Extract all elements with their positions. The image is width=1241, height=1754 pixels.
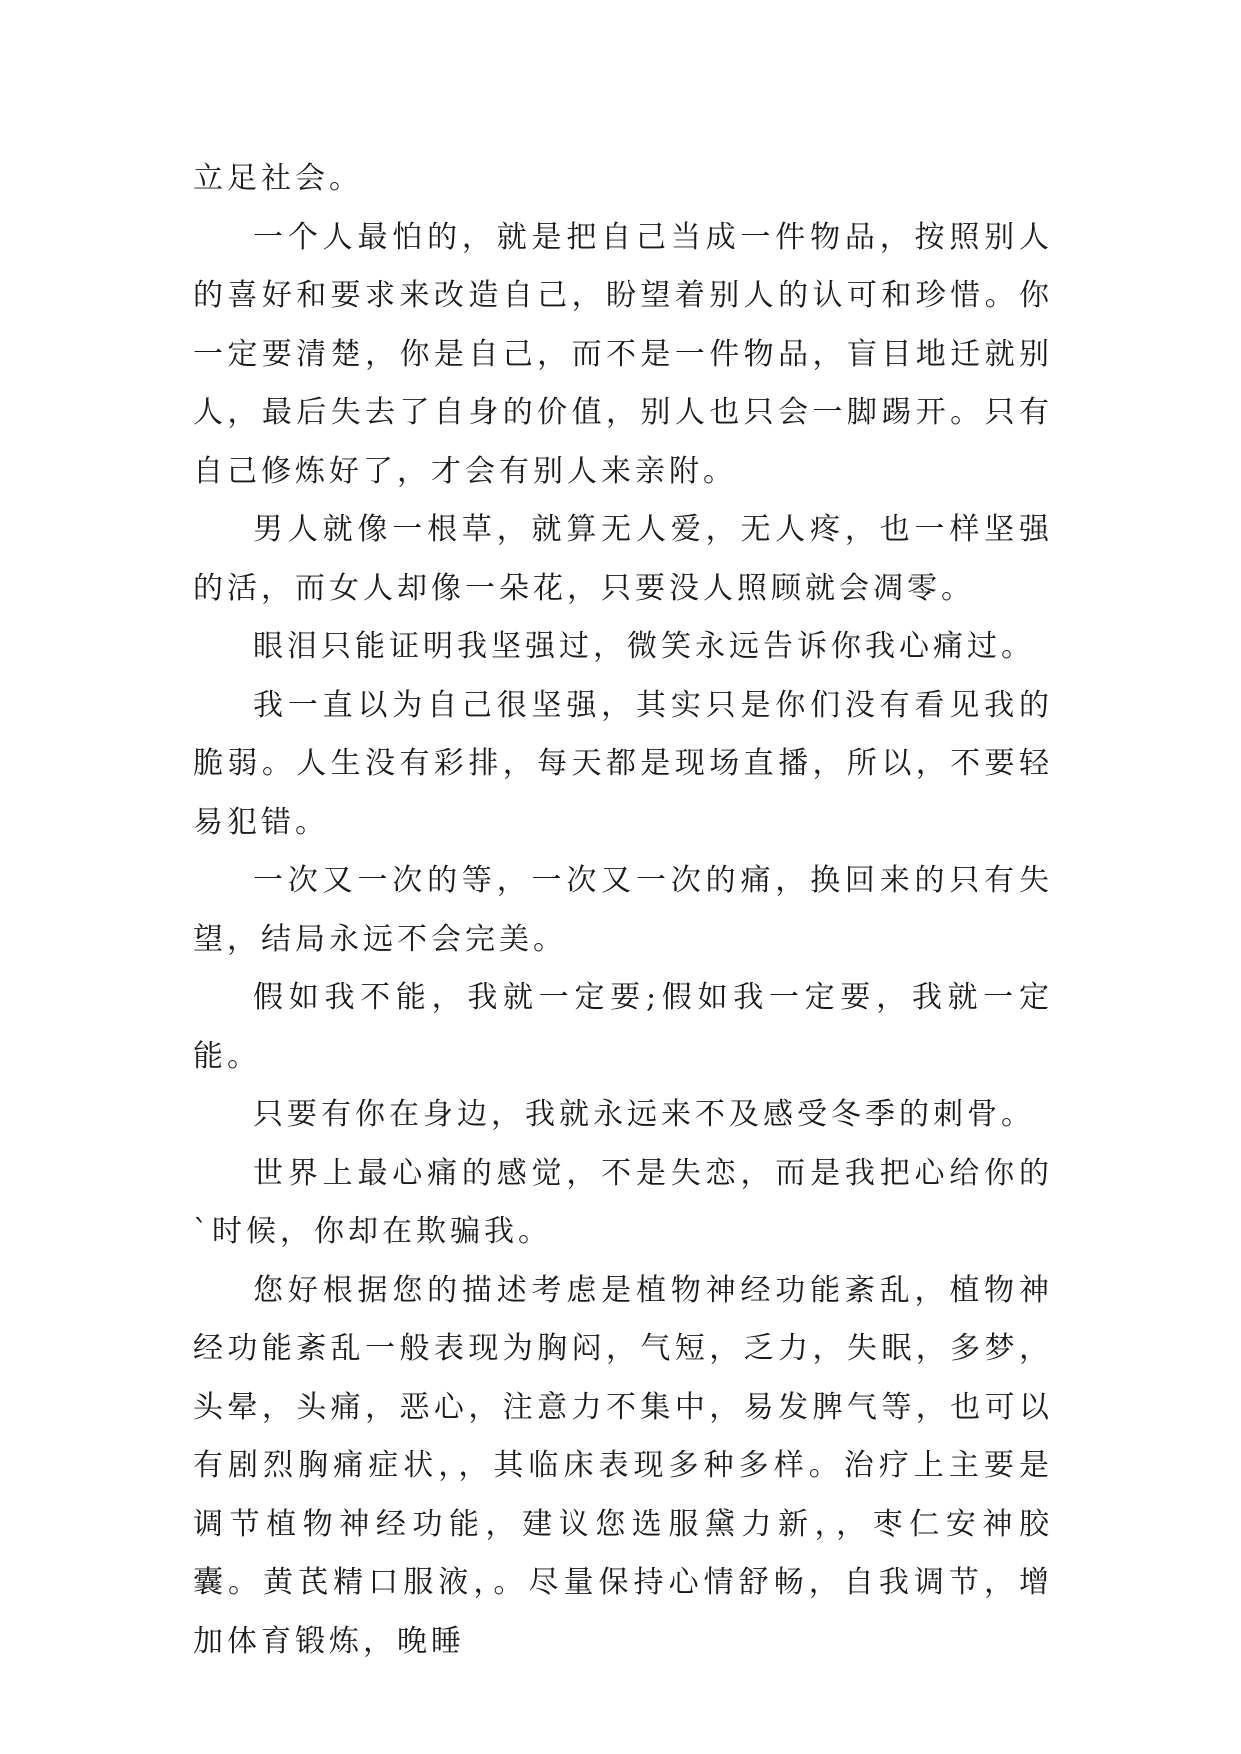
- paragraph-5: 我一直以为自己很坚强，其实只是你们没有看见我的脆弱。人生没有彩排，每天都是现场直播，所以，不要轻易犯错。: [193, 687, 1053, 840]
- paragraph-2: 一个人最怕的，就是把自己当成一件物品，按照别人的喜好和要求来改造自己，盼望着别人的认可和珍惜。你一定要清楚，你是自己，而不是一件物品，盲目地迁就别人，最后失去了自身的价值，别人也只会一脚踢开。只有自己修炼好了，才会有别人来亲附。: [193, 219, 1053, 489]
- paragraph-7: 假如我不能，我就一定要;假如我一定要，我就一定能。: [193, 980, 1053, 1074]
- paragraph-9: 世界上最心痛的感觉，不是失恋，而是我把心给你的`时候，你却在欺骗我。: [193, 1155, 1053, 1249]
- paragraph-1: 立足社会。: [193, 161, 363, 196]
- paragraph-10: 您好根据您的描述考虑是植物神经功能紊乱，植物神经功能紊乱一般表现为胸闷，气短，乏力，失眠，多梦，头晕，头痛，恶心，注意力不集中，易发脾气等，也可以有剧烈胸痛症状，，其临床表现多种多样。治疗上主要是调节植物神经功能，建议您选服黛力新，，枣仁安神胶囊。黄芪精口服液，。尽量保持心情舒畅，自我调节，增加体育锻炼，晚睡: [193, 1272, 1053, 1659]
- body-text: [193, 150, 1053, 1671]
- paragraph-8: 只要有你在身边，我就永远来不及感受冬季的刺骨。: [253, 1097, 1035, 1132]
- paragraph-6: 一次又一次的等，一次又一次的痛，换回来的只有失望，结局永远不会完美。: [193, 863, 1053, 957]
- paragraph-3: 男人就像一根草，就算无人爱，无人疼，也一样坚强的活，而女人却像一朵花，只要没人照顾就会凋零。: [193, 512, 1053, 606]
- paragraph-4: 眼泪只能证明我坚强过，微笑永远告诉你我心痛过。: [253, 629, 1035, 664]
